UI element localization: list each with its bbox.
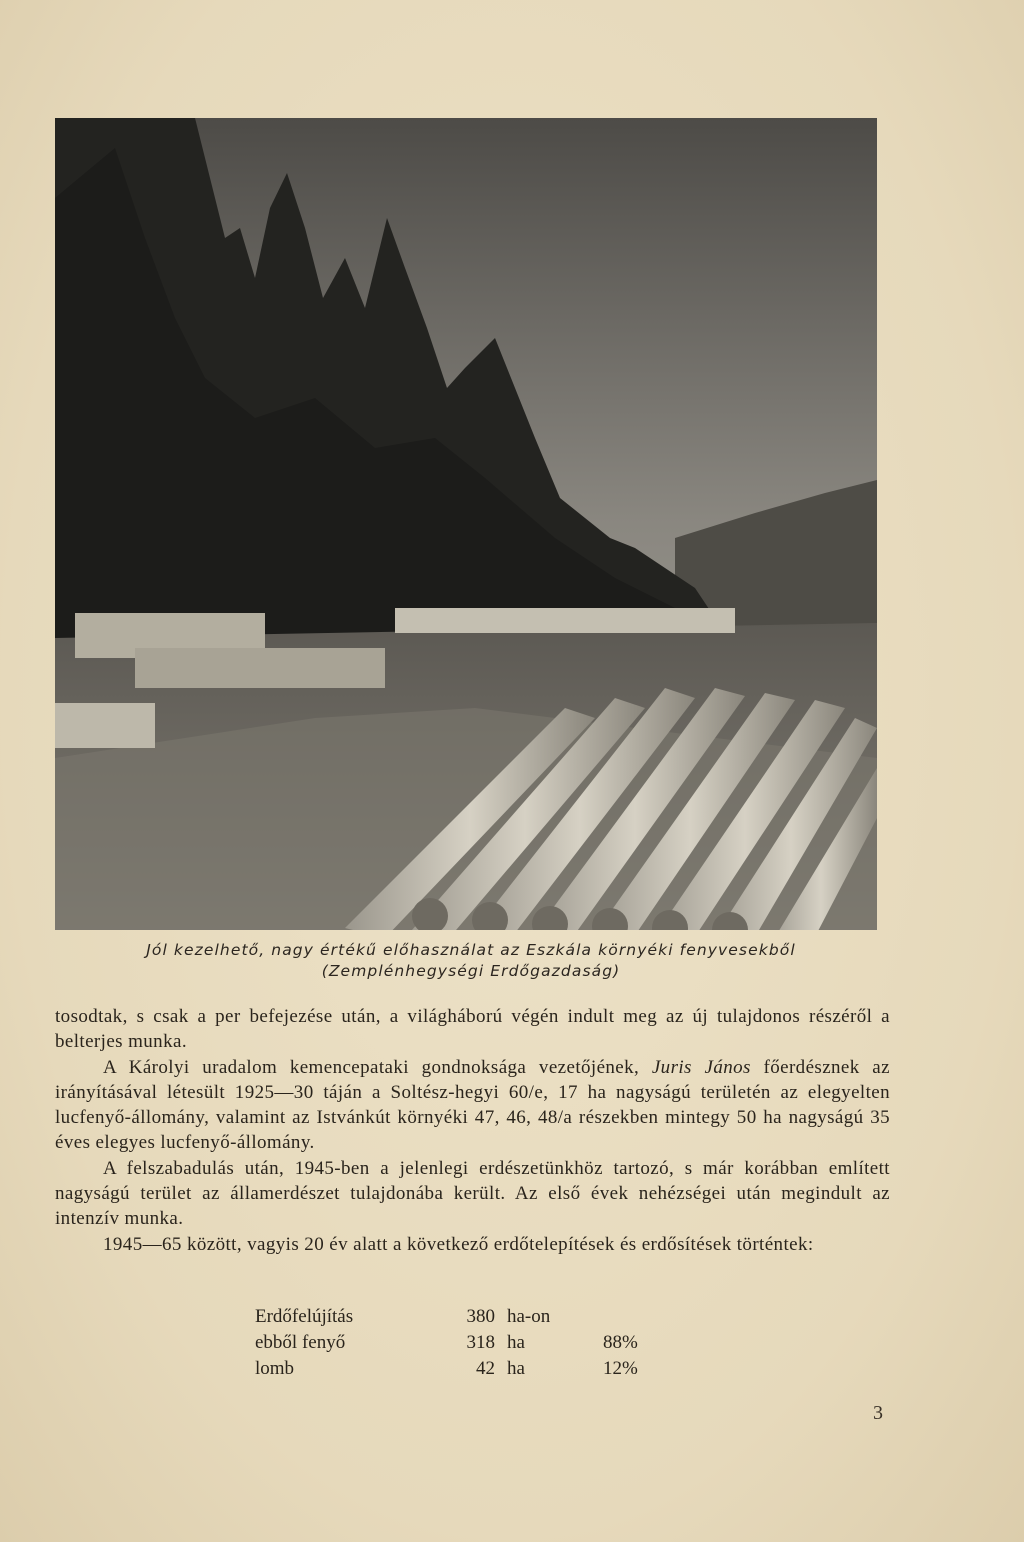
stats-percent: 12% — [603, 1358, 638, 1379]
paragraph-1-text: tosodtak, s csak a per befejezése után, a világháború végén indult meg az új tulajdonos részéről a belterjes munka. — [55, 1006, 890, 1053]
forest-photo-illustration — [55, 118, 877, 930]
paragraph-2 — [55, 1055, 890, 1156]
stats-label: lomb — [255, 1358, 295, 1379]
photo-caption — [60, 940, 882, 982]
caption-line-1: Jól kezelhető, nagy értékű előhasználat az Eszkála környéki fenyvesekből — [146, 941, 796, 959]
stats-percent: 88% — [603, 1332, 638, 1353]
stats-value: 42 — [476, 1358, 495, 1379]
caption-line-2: (Zemplénhegységi Erdőgazdaság) — [321, 962, 621, 980]
stats-unit: ha — [507, 1358, 525, 1379]
paragraph-3-text: A felszabadulás után, 1945-ben a jelenlegi erdészetünkhöz tartozó, s már korábban említett nagyságú terület az államerdészet tulajdonába került. Az első évek nehézségei után megindult az intenzív munka. — [55, 1157, 890, 1230]
stats-percent — [603, 1304, 663, 1330]
stats-label: ebből fenyő — [255, 1332, 346, 1353]
afforestation-stats — [255, 1304, 663, 1382]
stats-value: 380 — [466, 1306, 495, 1327]
stats-unit: ha — [507, 1332, 525, 1353]
paragraph-4 — [55, 1232, 890, 1257]
stats-row — [255, 1330, 663, 1356]
stats-row — [255, 1304, 663, 1330]
paragraph-4-text: 1945—65 között, vagyis 20 év alatt a következő erdőtelepítések és erdősítések történtek: — [103, 1233, 814, 1255]
page-number: 3 — [873, 1402, 883, 1424]
paragraph-2-text-a: A Károlyi uradalom kemencepataki gondnoksága vezetőjének, — [103, 1056, 652, 1078]
stats-value: 318 — [466, 1332, 495, 1353]
paragraph-2-text-b: főerdésznek az irányításával létesült 1925—30 táján a Soltész-hegyi 60/e, 17 ha nagyságú területén az elegyelten lucfenyő-állomány, valamint az Istvánkút környéki 47, 46, 48/a részekben mintegy 50 ha nagyságú 35 éves elegyes lucfenyő-állomány. — [55, 1056, 890, 1154]
stats-row — [255, 1356, 663, 1382]
paragraph-3 — [55, 1156, 890, 1232]
paragraph-1 — [55, 1004, 890, 1055]
body-text — [55, 1004, 890, 1257]
paragraph-2-name-italic: Juris János — [651, 1056, 751, 1078]
stats-unit: ha-on — [507, 1306, 551, 1327]
stats-label: Erdőfelújítás — [255, 1306, 354, 1327]
forest-photo — [55, 118, 877, 930]
